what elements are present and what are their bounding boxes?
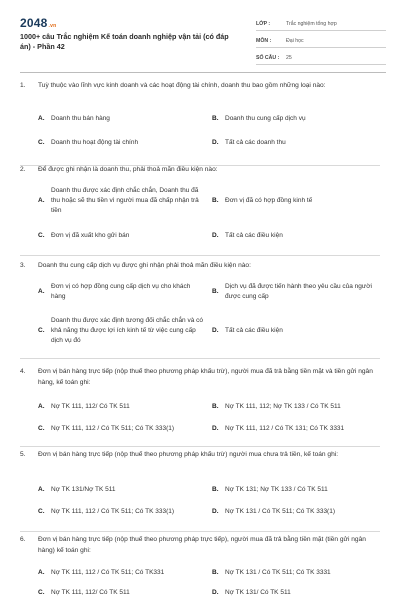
option-b[interactable] [212, 282, 380, 302]
option-letter: C. [38, 139, 45, 146]
meta-value: 25 [286, 55, 292, 61]
question-body: Đơn vị bán hàng trực tiếp (nộp thuế theo phương pháp khấu trừ) người mua chưa trả tiền, kế toán ghi: [38, 451, 339, 458]
meta-row-class [256, 14, 386, 31]
option-b[interactable] [212, 568, 380, 578]
option-text: Nợ TK 111, 112 / Có TK 511; Có TK 333(1) [51, 508, 175, 515]
option-letter: B. [212, 403, 219, 410]
option-text: Doanh thu được xác định tương đối chắc chắn và có khả năng thu được lợi ích kinh tế từ việc cung cấp dịch vụ đó [51, 317, 204, 344]
option-text: Nợ TK 131/Nợ TK 511 [51, 486, 116, 493]
option-d[interactable] [212, 588, 380, 598]
option-letter: A. [38, 288, 45, 295]
meta-label: MÔN : [256, 38, 272, 44]
option-text: Tất cả các điều kiện [225, 232, 283, 239]
option-letter: B. [212, 288, 219, 295]
meta-info [256, 14, 386, 65]
meta-row-count [256, 48, 386, 65]
option-b[interactable] [212, 402, 380, 412]
option-letter: C. [38, 232, 45, 239]
question-body: Tuỳ thuộc vào lĩnh vực kinh doanh và các hoạt động tài chính, doanh thu bao gồm những loại nào: [38, 82, 326, 89]
option-letter: D. [212, 425, 219, 432]
option-d[interactable] [212, 424, 380, 434]
meta-row-subject [256, 31, 386, 48]
option-a[interactable] [38, 485, 206, 495]
option-text: Doanh thu bán hàng [51, 115, 110, 122]
option-letter: D. [212, 589, 219, 596]
option-c[interactable] [38, 138, 206, 148]
option-letter: A. [38, 486, 45, 493]
site-logo[interactable] [20, 16, 56, 30]
option-a[interactable] [38, 402, 206, 412]
question-body: Đơn vị bán hàng trực tiếp (nộp thuế theo phương pháp khấu trừ), người mua đã trả bằng tiền mặt và tiền gửi ngân hàng, kế toán ghi: [38, 368, 373, 386]
option-text: Nợ TK 111, 112/ Có TK 511 [51, 403, 130, 410]
option-c[interactable] [38, 588, 206, 598]
option-text: Nợ TK 131 / Có TK 511; Có TK 3331 [225, 569, 331, 576]
option-letter: B. [212, 115, 219, 122]
meta-label: SỐ CÂU : [256, 55, 280, 61]
question-text [20, 80, 376, 91]
meta-label: LỚP : [256, 21, 271, 27]
meta-value: Trắc nghiệm tổng hợp [286, 21, 337, 27]
question-text [20, 164, 376, 175]
option-text: Doanh thu cung cấp dịch vụ [225, 115, 306, 122]
option-d[interactable] [212, 231, 380, 241]
question-text [20, 260, 376, 271]
question-text [20, 366, 376, 388]
option-letter: C. [38, 508, 45, 515]
option-letter: D. [212, 232, 219, 239]
option-text: Dịch vụ đã được tiến hành theo yêu cầu của người được cung cấp [225, 283, 372, 300]
option-text: Nợ TK 111, 112; Nợ TK 133 / Có TK 511 [225, 403, 341, 410]
option-text: Doanh thu hoạt động tài chính [51, 139, 139, 146]
option-text: Đơn vị đã xuất kho gửi bán [51, 232, 130, 239]
question-number: 6. [20, 536, 26, 543]
option-b[interactable] [212, 485, 380, 495]
option-text: Tất cả các doanh thu [225, 139, 286, 146]
option-letter: D. [212, 327, 219, 334]
option-letter: B. [212, 486, 219, 493]
option-d[interactable] [212, 326, 380, 336]
option-text: Đơn vị có hợp đồng cung cấp dịch vụ cho khách hàng [51, 283, 191, 300]
option-letter: C. [38, 327, 45, 334]
option-text: Nợ TK 111, 112 / Có TK 511; Có TK331 [51, 569, 165, 576]
option-b[interactable] [212, 114, 380, 124]
question-6 [20, 534, 380, 600]
question-text [20, 534, 376, 556]
question-number: 5. [20, 451, 26, 458]
question-body: Đơn vị bán hàng trực tiếp (nộp thuế theo phương pháp trực tiếp), người mua đã trả bằng tiền mặt (tiền gửi ngân hàng) kế toán ghi: [38, 536, 366, 554]
option-letter: A. [38, 115, 45, 122]
meta-value: Đại học [286, 38, 304, 44]
option-a[interactable] [38, 568, 206, 578]
question-1 [20, 80, 380, 166]
logo-suffix: .vn [48, 23, 57, 29]
question-3 [20, 260, 380, 359]
option-c[interactable] [38, 424, 206, 434]
option-d[interactable] [212, 507, 380, 517]
option-text: Nợ TK 131 / Có TK 511; Có TK 333(1) [225, 508, 336, 515]
option-letter: D. [212, 139, 219, 146]
option-c[interactable] [38, 507, 206, 517]
option-text: Nợ TK 111, 112/ Có TK 511 [51, 589, 130, 596]
question-4 [20, 366, 380, 447]
option-text: Nợ TK 131; Nợ TK 133 / Có TK 511 [225, 486, 328, 493]
option-letter: A. [38, 197, 45, 204]
option-letter: D. [212, 508, 219, 515]
option-text: Doanh thu được xác định chắc chắn, Doanh thu đã thu hoặc sẽ thu tiền vì người mua đã chấp nhận trả tiền [51, 187, 199, 214]
option-a[interactable] [38, 114, 206, 124]
option-letter: A. [38, 569, 45, 576]
question-text [20, 449, 376, 460]
option-d[interactable] [212, 138, 380, 148]
option-a[interactable] [38, 282, 206, 302]
logo-text: 2048 [20, 16, 48, 30]
option-letter: A. [38, 403, 45, 410]
option-letter: B. [212, 197, 219, 204]
question-number: 4. [20, 368, 26, 375]
option-letter: C. [38, 425, 45, 432]
question-number: 1. [20, 82, 26, 89]
option-c[interactable] [38, 231, 206, 241]
option-text: Đơn vị đã có hợp đồng kinh tế [225, 197, 313, 204]
question-5 [20, 449, 380, 532]
option-text: Tất cả các điều kiện [225, 327, 283, 334]
question-number: 2. [20, 166, 26, 173]
question-number: 3. [20, 262, 26, 269]
option-text: Nợ TK 111, 112 / Có TK 131; Có TK 3331 [225, 425, 345, 432]
question-2 [20, 164, 380, 256]
document-title: 1000+ câu Trắc nghiệm Kế toán doanh nghiệp vận tải (có đáp án) - Phần 42 [20, 32, 229, 51]
option-text: Nợ TK 131/ Có TK 511 [225, 589, 291, 596]
question-body: Để được ghi nhận là doanh thu, phải thoả mãn điều kiện nào: [38, 166, 218, 173]
document-header [20, 0, 386, 73]
question-body: Doanh thu cung cấp dịch vụ được ghi nhận phải thoả mãn điều kiện nào: [38, 262, 251, 269]
option-c[interactable] [38, 316, 206, 346]
option-text: Nợ TK 111, 112 / Có TK 511; Có TK 333(1) [51, 425, 175, 432]
option-b[interactable] [212, 196, 380, 206]
option-letter: B. [212, 569, 219, 576]
option-letter: C. [38, 589, 45, 596]
option-a[interactable] [38, 186, 206, 216]
